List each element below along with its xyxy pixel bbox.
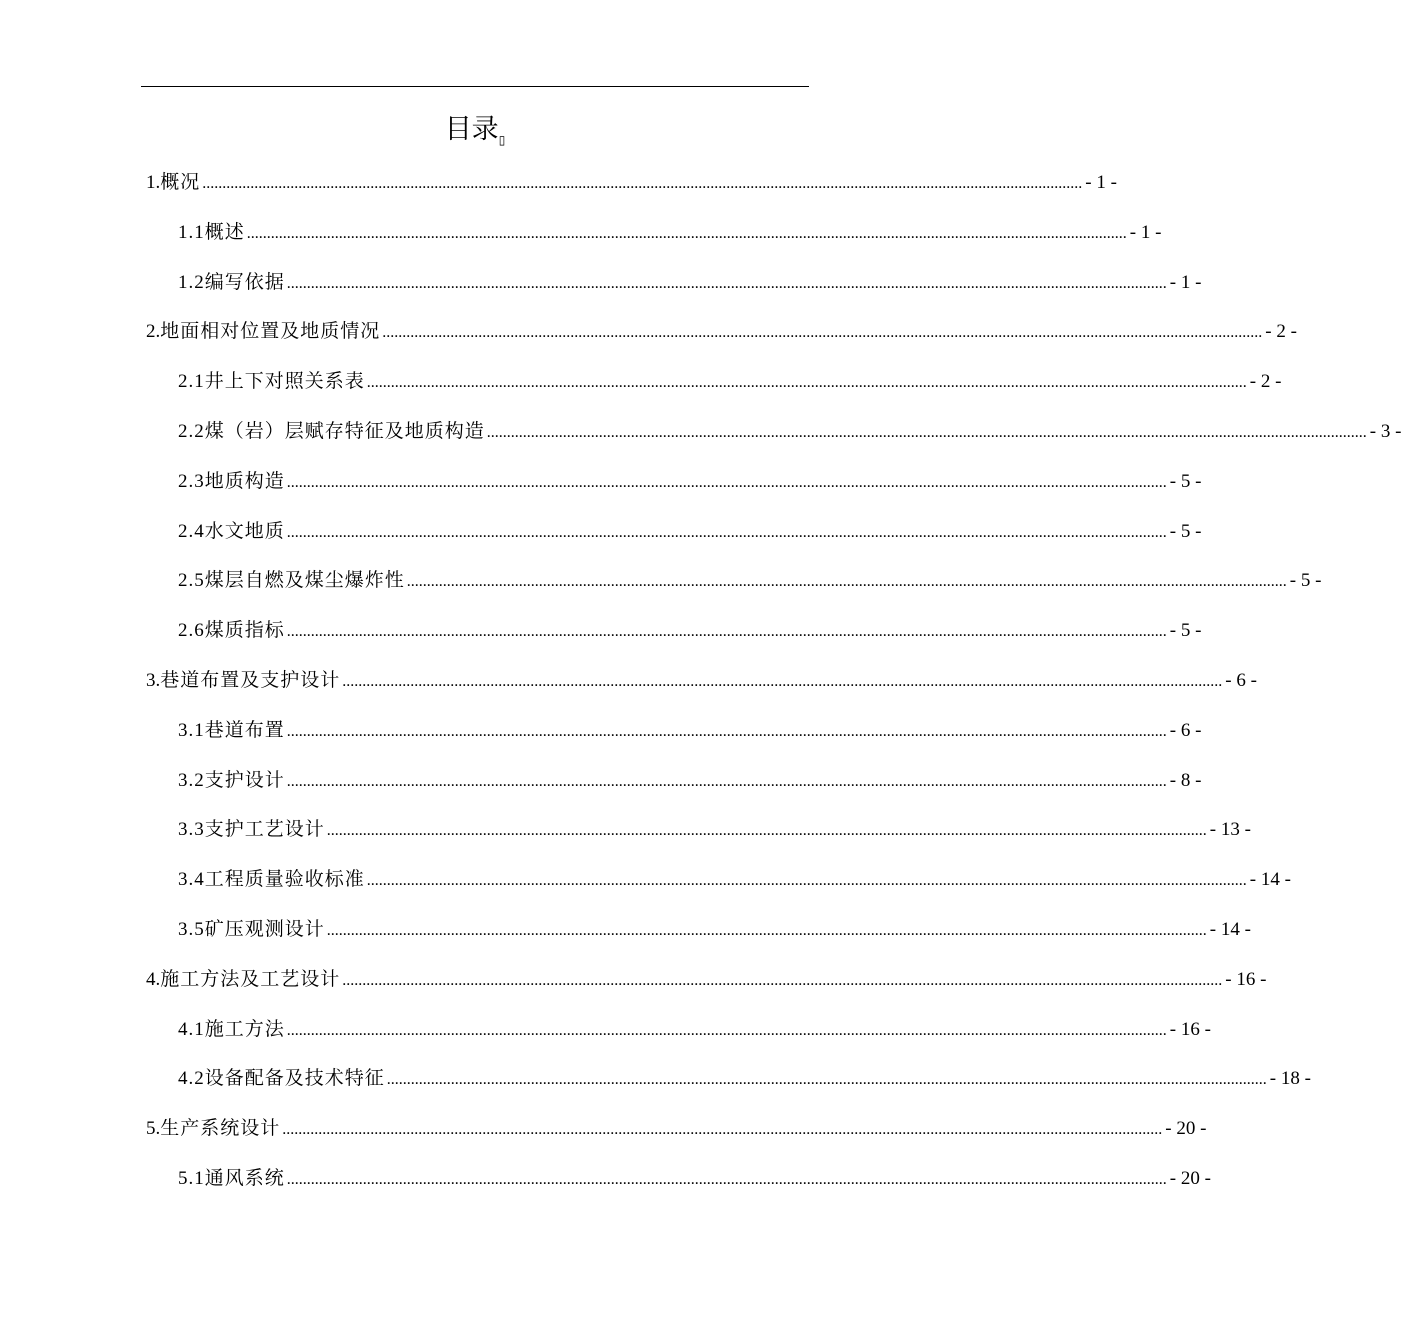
toc-dot-leader: ............................................................................................................................................................................................................................ <box>286 1171 1167 1188</box>
toc-entry-number: 1.2 <box>178 271 205 293</box>
toc-entry-number: 4.1 <box>178 1018 205 1040</box>
toc-entry-page: - 20 - <box>1165 1118 1207 1140</box>
toc-entry-page: - 5 - <box>1169 620 1202 642</box>
toc-entry[interactable] <box>0 1058 1311 1098</box>
toc-entry-title: 概述 <box>204 220 245 243</box>
toc-entry-title: 地面相对位置及地质情况 <box>160 320 381 343</box>
toc-entry[interactable] <box>0 262 1202 302</box>
toc-entry-page: - 5 - <box>1289 570 1322 592</box>
toc-entry[interactable] <box>0 959 1267 999</box>
toc-entry-number: 2. <box>146 321 161 343</box>
toc-entry[interactable] <box>0 1158 1211 1198</box>
toc-entry-title: 设备配备及技术特征 <box>204 1067 385 1090</box>
toc-dot-leader: ............................................................................................................................................................................................................................ <box>246 224 1127 242</box>
toc-entry-number: 3.3 <box>178 819 205 841</box>
toc-entry-page: - 1 - <box>1169 271 1202 293</box>
toc-dot-leader: ............................................................................................................................................................................................................................ <box>382 324 1263 342</box>
toc-entry[interactable] <box>0 610 1202 650</box>
toc-entry-title: 施工方法 <box>204 1017 285 1040</box>
toc-entry-page: - 1 - <box>1085 172 1117 193</box>
toc-entry-number: 5.1 <box>178 1168 205 1189</box>
toc-dot-leader: ............................................................................................................................................................................................................................ <box>286 772 1167 790</box>
toc-dot-leader: ............................................................................................................................................................................................................................ <box>282 1121 1163 1139</box>
toc-entry-number: 2.3 <box>178 470 205 492</box>
toc-dot-leader: ............................................................................................................................................................................................................................ <box>202 175 1083 192</box>
toc-entry[interactable] <box>0 162 1117 202</box>
toc-entry-page: - 18 - <box>1269 1068 1311 1090</box>
toc-entry-title: 支护设计 <box>204 768 285 791</box>
toc-entry-number: 3.4 <box>178 869 205 891</box>
toc-dot-leader: ............................................................................................................................................................................................................................ <box>342 673 1223 690</box>
toc-dot-leader: ............................................................................................................................................................................................................................ <box>486 424 1367 441</box>
toc-entry-title: 编写依据 <box>204 270 285 293</box>
toc-entry-number: 2.6 <box>178 620 205 642</box>
toc-entry-page: - 16 - <box>1225 968 1267 990</box>
toc-dot-leader: ............................................................................................................................................................................................................................ <box>286 274 1167 292</box>
toc-dot-leader: ............................................................................................................................................................................................................................ <box>386 1071 1267 1089</box>
toc-entry-page: - 13 - <box>1209 819 1251 841</box>
toc-entry-title: 煤质指标 <box>204 619 285 642</box>
toc-entry-page: - 3 - <box>1369 421 1401 442</box>
toc-dot-leader: ............................................................................................................................................................................................................................ <box>342 971 1223 989</box>
page-title <box>0 112 950 158</box>
toc-dot-leader: ............................................................................................................................................................................................................................ <box>366 374 1247 392</box>
toc-entry[interactable] <box>0 560 1322 600</box>
toc-entry-page: - 16 - <box>1169 1018 1211 1040</box>
toc-entry-number: 2.1 <box>178 371 205 393</box>
toc-entry[interactable] <box>0 411 1401 451</box>
toc-entry-title: 井上下对照关系表 <box>204 370 365 393</box>
toc-entry-title: 煤（岩）层赋存特征及地质构造 <box>204 420 485 442</box>
toc-entry-title: 生产系统设计 <box>160 1117 281 1140</box>
toc-entry-number: 2.4 <box>178 520 205 542</box>
toc-entry-page: - 8 - <box>1169 769 1202 791</box>
toc-dot-leader: ............................................................................................................................................................................................................................ <box>286 473 1167 491</box>
toc-entry[interactable] <box>0 710 1202 750</box>
toc-entry-title: 地质构造 <box>204 469 285 492</box>
toc-entry[interactable] <box>0 809 1251 849</box>
toc-entry-page: - 2 - <box>1265 321 1297 343</box>
toc-entry[interactable] <box>0 361 1282 401</box>
toc-entry-number: 1. <box>146 172 161 193</box>
toc-entry-number: 3. <box>146 670 161 691</box>
toc-entry-title: 工程质量验收标准 <box>204 868 365 891</box>
toc-dot-leader: ............................................................................................................................................................................................................................ <box>286 523 1167 541</box>
toc-entry-number: 3.2 <box>178 769 205 791</box>
toc-entry-title: 水文地质 <box>204 519 285 542</box>
toc-entry[interactable] <box>0 511 1202 551</box>
toc-entry[interactable] <box>0 859 1291 899</box>
toc-entry-page: - 2 - <box>1249 371 1282 393</box>
toc-entry-title: 支护工艺设计 <box>204 818 325 841</box>
toc-entry[interactable] <box>0 1108 1207 1148</box>
toc-entry-page: - 5 - <box>1169 470 1202 492</box>
toc-entry-number: 3.1 <box>178 719 205 741</box>
title-mark: ▯ <box>498 133 506 147</box>
toc-entry-number: 1.1 <box>178 221 205 243</box>
toc-entry[interactable] <box>0 909 1251 949</box>
toc-entry-number: 4.2 <box>178 1068 205 1090</box>
toc-entry-number: 4. <box>146 968 161 990</box>
toc-dot-leader: ............................................................................................................................................................................................................................ <box>326 822 1207 840</box>
toc-entry[interactable] <box>0 311 1297 351</box>
toc-entry[interactable] <box>0 461 1202 501</box>
toc-entry-page: - 14 - <box>1209 919 1251 940</box>
toc-entry[interactable] <box>0 212 1162 252</box>
toc-entry-title: 巷道布置及支护设计 <box>160 669 341 691</box>
toc-entry-number: 2.2 <box>178 421 205 442</box>
toc-entry-title: 矿压观测设计 <box>204 918 325 940</box>
toc-entry-page: - 20 - <box>1169 1168 1211 1189</box>
toc-entry-title: 煤层自燃及煤尘爆炸性 <box>204 569 405 592</box>
toc-entry-number: 3.5 <box>178 919 205 940</box>
header-rule <box>141 86 809 87</box>
toc-entry-page: - 5 - <box>1169 520 1202 542</box>
page-title-text: 目录 <box>444 114 499 145</box>
toc-dot-leader: ............................................................................................................................................................................................................................ <box>286 1021 1167 1039</box>
toc-entry-title: 概况 <box>160 171 201 193</box>
toc-entry-number: 5. <box>146 1118 161 1140</box>
toc-entry-title: 通风系统 <box>204 1167 285 1189</box>
toc-entry-page: - 6 - <box>1169 719 1202 741</box>
toc-entry-number: 2.5 <box>178 570 205 592</box>
toc-entry-page: - 6 - <box>1225 670 1257 691</box>
toc-entry[interactable] <box>0 1009 1211 1049</box>
toc-entry[interactable] <box>0 760 1202 800</box>
toc-dot-leader: ............................................................................................................................................................................................................................ <box>286 722 1167 740</box>
toc-entry-title: 施工方法及工艺设计 <box>160 967 341 990</box>
toc-dot-leader: ............................................................................................................................................................................................................................ <box>366 872 1247 890</box>
toc-entry-page: - 14 - <box>1249 869 1291 891</box>
toc-dot-leader: ............................................................................................................................................................................................................................ <box>286 623 1167 641</box>
toc-entry-title: 巷道布置 <box>204 718 285 741</box>
toc-dot-leader: ............................................................................................................................................................................................................................ <box>326 922 1207 939</box>
toc-entry-page: - 1 - <box>1129 221 1162 243</box>
toc-entry[interactable] <box>0 660 1257 700</box>
toc-dot-leader: ............................................................................................................................................................................................................................ <box>406 573 1287 591</box>
